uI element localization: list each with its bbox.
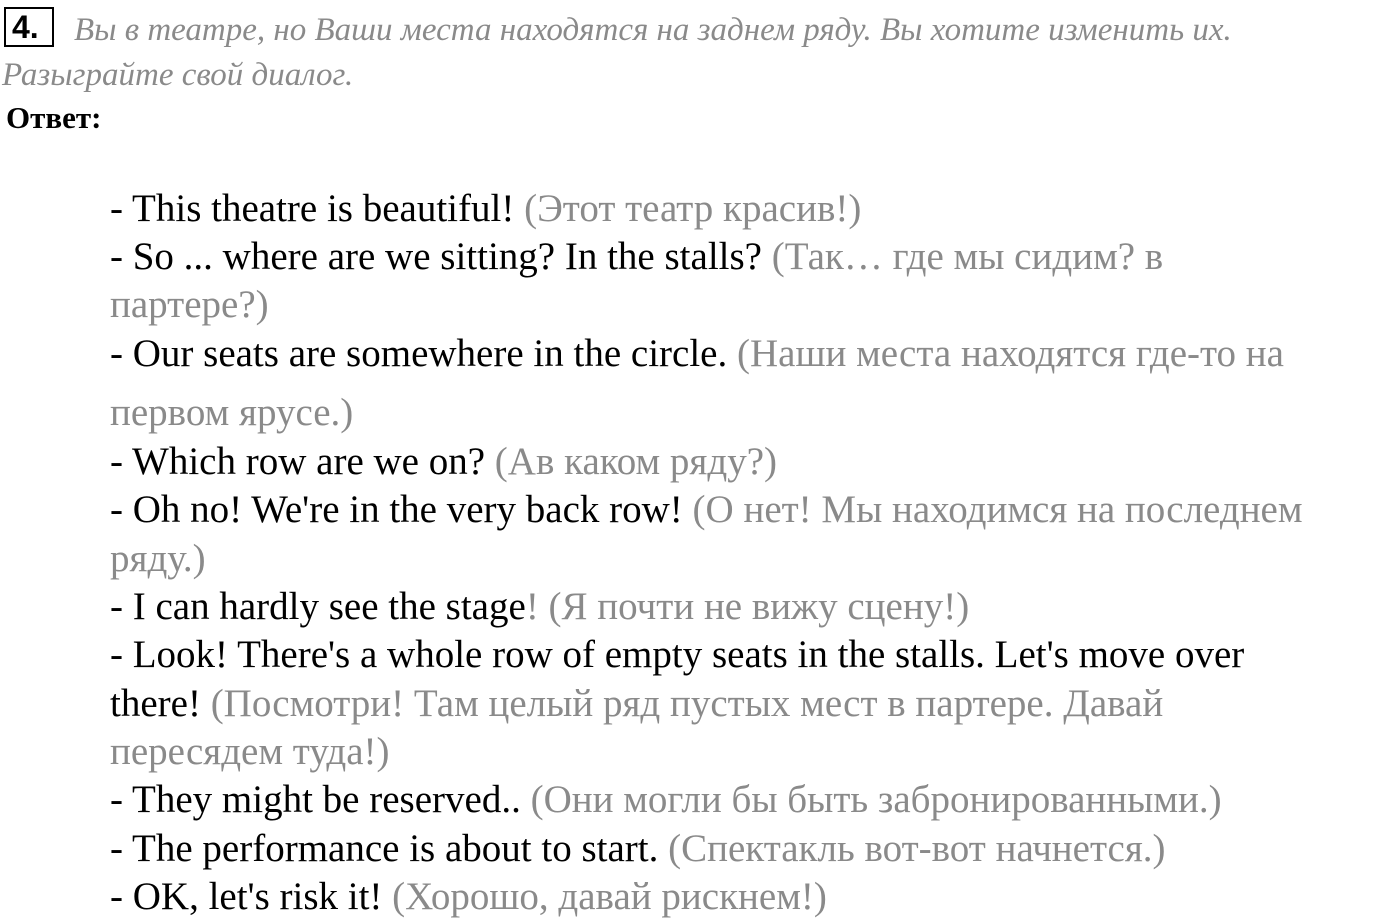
english-phrase: - Which row are we on? [110,440,495,483]
dialog-line [110,281,269,329]
russian-translation: пересядем туда!) [110,730,390,773]
russian-translation: (Хорошо, давай рискнем!) [392,875,827,918]
dialog-line [110,680,1163,728]
english-phrase: - Our seats are somewhere in the circle. [110,332,737,375]
dialog-line [110,825,1166,873]
dialog-line [110,233,1163,281]
russian-translation: ряду.) [110,537,206,580]
task-text-line-2: Разыграйте свой диалог. [2,57,354,93]
russian-translation: первом ярусе.) [110,391,354,434]
dialog-line [110,776,1222,824]
english-phrase: - Oh no! We're in the very back row! [110,488,693,531]
russian-translation: (Спектакль вот-вот начнется.) [668,827,1166,870]
task-number: 4. [4,7,54,47]
dialog-line [110,438,777,486]
russian-translation: (Ав каком ряду?) [494,440,778,483]
russian-translation: (Наши места находятся где-то на [736,332,1284,375]
english-phrase: - So ... where are we sitting? In the stalls? [110,235,772,278]
dialog-line [110,583,969,631]
dialog-line [110,330,1284,378]
dialog-line [110,631,1244,679]
english-phrase: - They might be reserved.. [110,778,531,821]
answer-label: Ответ: [6,100,102,135]
dialog-line [110,535,206,583]
english-phrase: - I can hardly see the stage [110,585,526,628]
dialog-line [110,873,827,921]
dialog-line [110,486,1303,534]
russian-translation: (Этот театр красив!) [524,187,862,230]
dialog-line [110,389,353,437]
russian-translation: (Они могли бы быть забронированными.) [530,778,1222,821]
dialog-line [110,728,390,776]
english-phrase: - The performance is about to start. [110,827,669,870]
task-text-line-1: Вы в театре, но Ваши места находятся на заднем ряду. Вы хотите изменить их. [74,12,1232,48]
russian-translation: партере?) [110,283,269,326]
russian-translation: (О нет! Мы находимся на последнем [692,488,1303,531]
english-phrase: - This theatre is beautiful! [110,187,525,230]
english-phrase: - OK, let's risk it! [110,875,393,918]
russian-translation: (Так… где мы сидим? в [771,235,1164,278]
russian-translation: (Посмотри! Там целый ряд пустых мест в партере. Давай [210,682,1164,725]
russian-translation: ! (Я почти не вижу сцену!) [525,585,970,628]
english-phrase: there! [110,682,211,725]
english-phrase: - Look! There's a whole row of empty seats in the stalls. Let's move over [110,633,1245,676]
dialog-line [110,185,861,233]
